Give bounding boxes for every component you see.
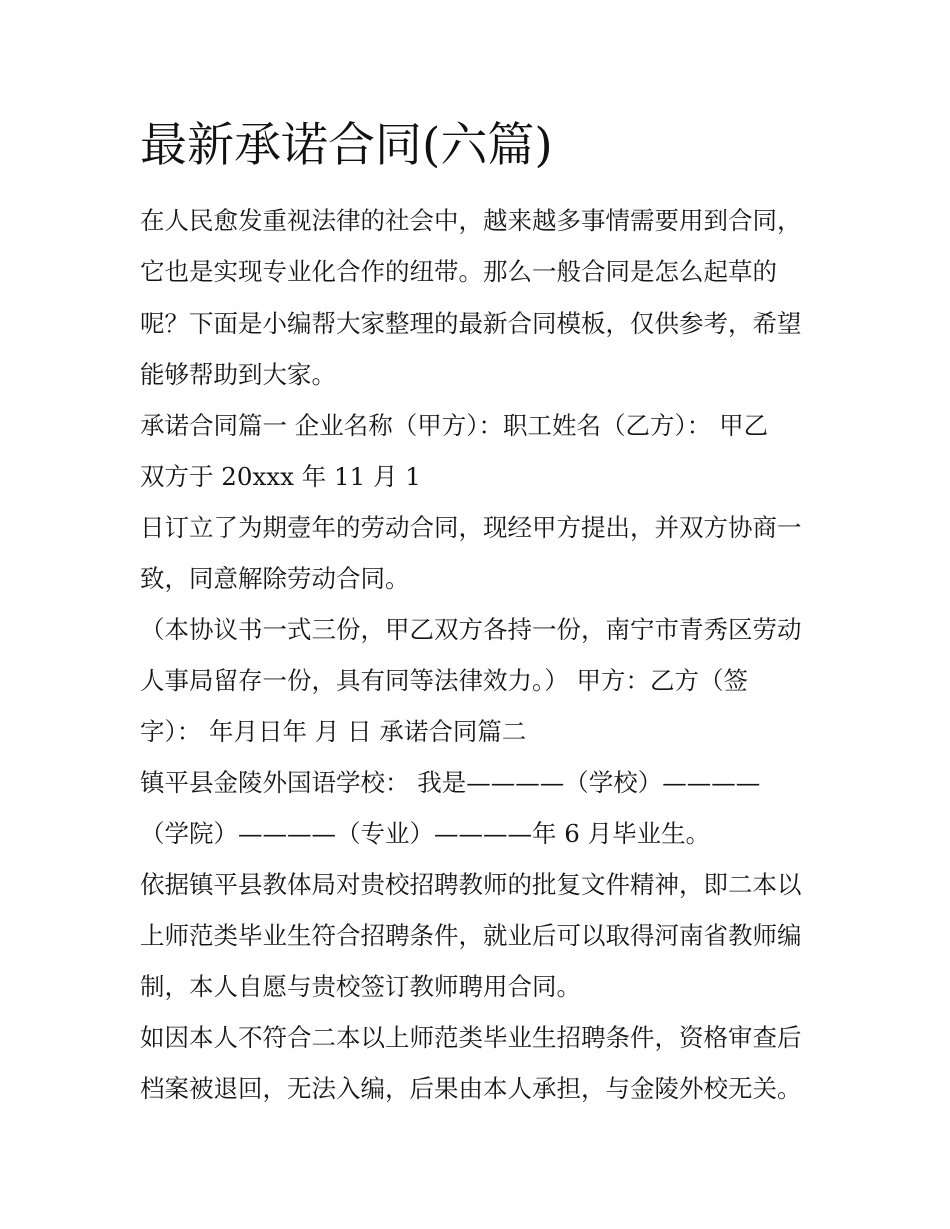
body-line: （本协议书一式三份，甲乙双方各持一份，南宁市青秀区劳动 — [140, 615, 802, 644]
body-line: 档案被退回，无法入编，后果由本人承担，与金陵外校无关。 — [140, 1074, 802, 1103]
body-line: 双方于 20xxx 年 11 月 1 — [140, 462, 421, 491]
body-line: 字）： 年月日年 月 日 承诺合同篇二 — [140, 717, 527, 746]
body-line: （学院）————（专业）————年 6 月毕业生。 — [140, 819, 711, 848]
body-line: 人事局留存一份，具有同等法律效力。） 甲方：乙方（签 — [140, 666, 749, 695]
body-line: 承诺合同篇一 企业名称（甲方）：职工姓名（乙方）： 甲乙 — [140, 411, 769, 440]
body-line: 日订立了为期壹年的劳动合同，现经甲方提出，并双方协商一 — [140, 513, 802, 542]
body-line: 上师范类毕业生符合招聘条件，就业后可以取得河南省教师编 — [140, 921, 802, 950]
body-line: 镇平县金陵外国语学校： 我是————（学校）———— — [140, 768, 761, 797]
body-line: 制，本人自愿与贵校签订教师聘用合同。 — [140, 972, 581, 1001]
body-line: 致，同意解除劳动合同。 — [140, 564, 410, 593]
body-line: 在人民愈发重视法律的社会中，越来越多事情需要用到合同， — [140, 206, 802, 235]
body-line: 依据镇平县教体局对贵校招聘教师的批复文件精神，即二本以 — [140, 870, 802, 899]
body-line: 能够帮助到大家。 — [140, 360, 336, 389]
body-line: 如因本人不符合二本以上师范类毕业生招聘条件，资格审查后 — [140, 1023, 802, 1052]
document-title: 最新承诺合同(六篇) — [140, 118, 553, 173]
body-line: 它也是实现专业化合作的纽带。那么一般合同是怎么起草的 — [140, 257, 777, 286]
body-line: 呢？下面是小编帮大家整理的最新合同模板，仅供参考，希望 — [140, 309, 802, 338]
